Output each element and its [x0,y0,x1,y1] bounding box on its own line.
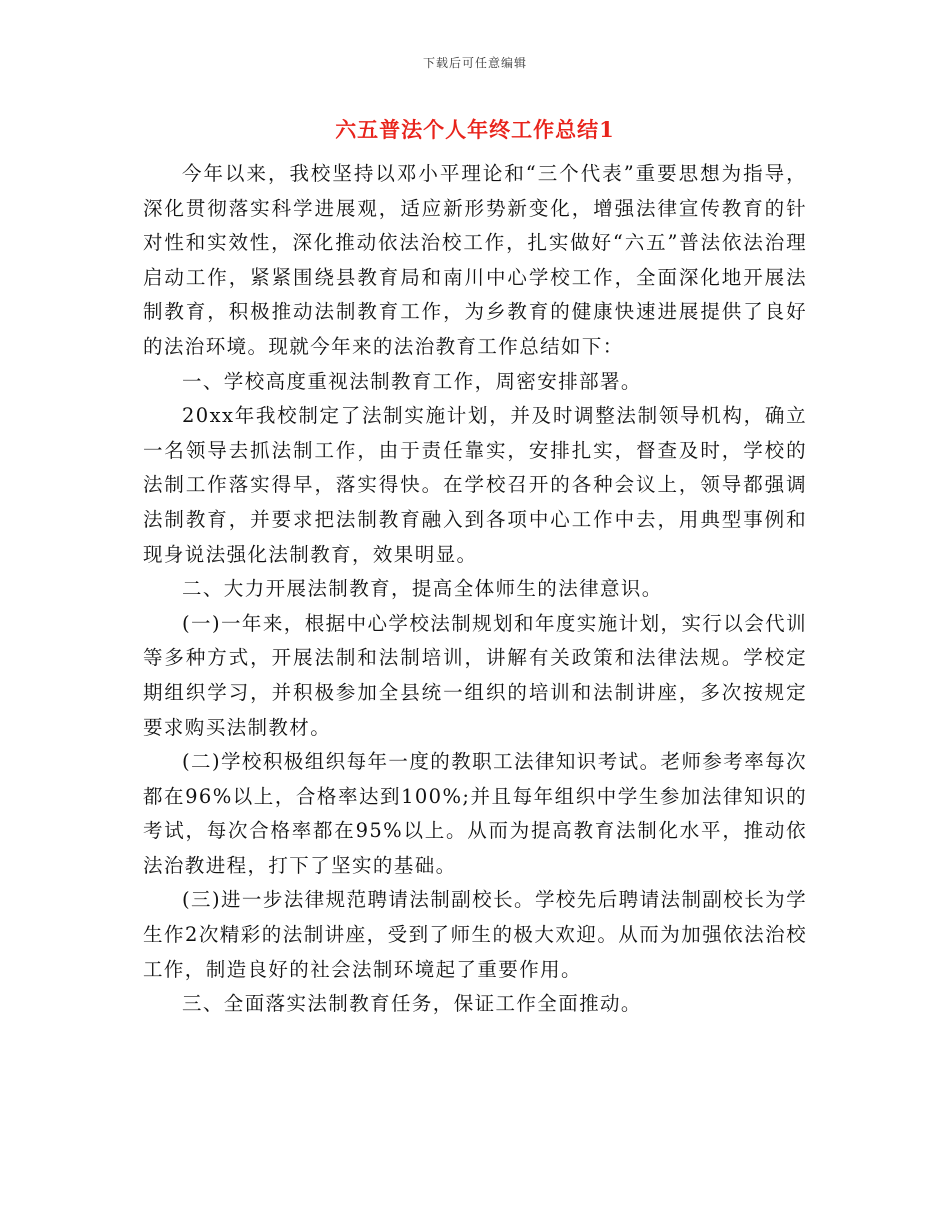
header-note: 下载后可任意编辑 [422,56,527,70]
paragraph-intro: 今年以来，我校坚持以邓小平理论和“三个代表”重要思想为指导，深化贯彻落实科学进展观，适应新形势新变化，增强法律宣传教育的针对性和实效性，深化推动依法治校工作，扎实做好“六五”普法依法治理启动工作，紧紧围绕县教育局和南川中心学校工作，全面深化地开展法制教育，积极推动法制教育工作，为乡教育的健康快速进展提供了良好的法治环境。现就今年来的法治教育工作总结如下： [143,162,807,358]
paragraph-item-1: (一)一年来，根据中心学校法制规划和年度实施计划，实行以会代训等多种方式，开展法制和法制培训，讲解有关政策和法律法规。学校定期组织学习，并积极参加全县统一组织的培训和法制讲座，多次按规定要求购买法制教材。 [143,611,807,739]
paragraph-item-2: (二)学校积极组织每年一度的教职工法律知识考试。老师参考率每次都在96%以上，合格率达到100%;并且每年组织中学生参加法律知识的考试，每次合格率都在95%以上。从而为提高教育法制化水平，推动依法治教进程，打下了坚实的基础。 [143,750,807,877]
section-heading-1: 一、学校高度重视法制教育工作，周密安排部署。 [182,369,642,393]
section-heading-2: 二、大力开展法制教育，提高全体师生的法律意识。 [182,577,663,601]
paragraph-item-3: (三)进一步法律规范聘请法制副校长。学校先后聘请法制副校长为学生作2次精彩的法制讲座，受到了师生的极大欢迎。从而为加强依法治校工作，制造良好的社会法制环境起了重要作用。 [143,888,807,981]
section-heading-3: 三、全面落实法制教育任务，保证工作全面推动。 [182,992,642,1016]
paragraph-section-1: 20xx年我校制定了法制实施计划，并及时调整法制领导机构，确立一名领导去抓法制工作，由于责任靠实，安排扎实，督查及时，学校的法制工作落实得早，落实得快。在学校召开的各种会议上，领导都强调法制教育，并要求把法制教育融入到各项中心工作中去，用典型事例和现身说法强化法制教育，效果明显。 [143,404,807,566]
document-title: 六五普法个人年终工作总结1 [335,117,615,142]
document-body [143,157,807,1022]
